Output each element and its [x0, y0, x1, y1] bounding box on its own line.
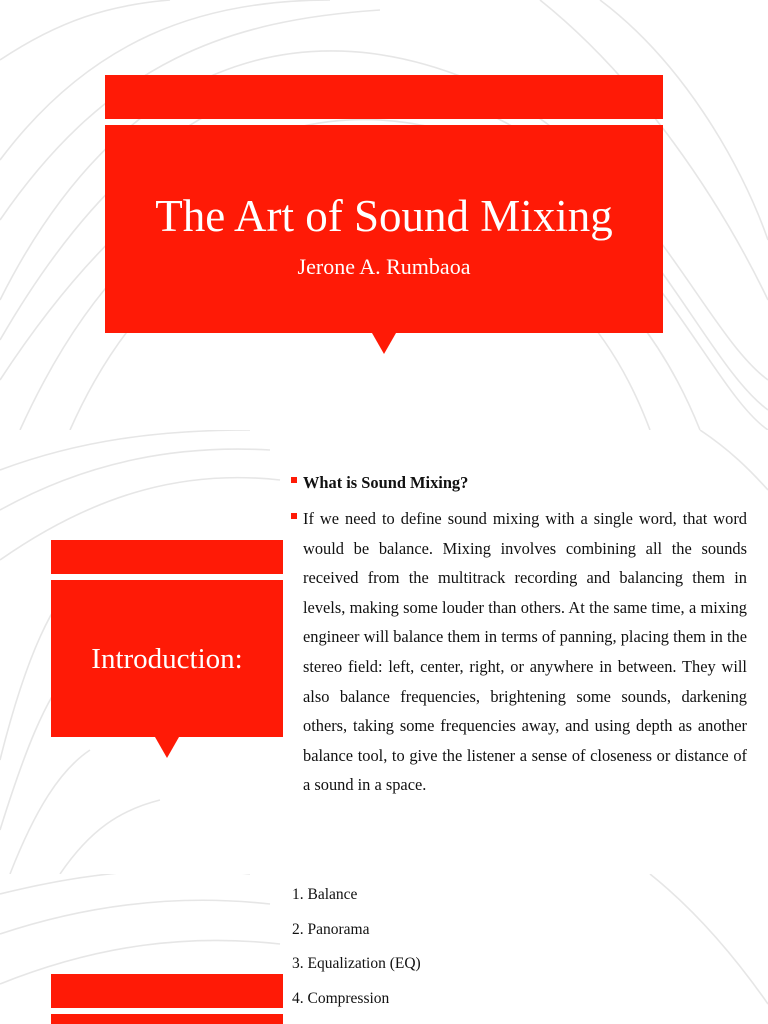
elements-slide: [0, 874, 768, 1024]
section-title-box: [51, 1014, 283, 1024]
bullet-square-icon: [291, 513, 297, 519]
list-item: 3. Equalization (EQ): [292, 955, 421, 972]
section-title: Introduction:: [91, 643, 243, 675]
bullet-text: If we need to define sound mixing with a single word, that word would be balance. Mixing involves combining all the sounds received from the multitrack recording and balancing them in levels, making some louder than others. At the same time, a mixing engineer will balance them in terms of panning, placing them in the stereo field: left, center, right, or anywhere in between. They will also balance frequencies, brightening some sounds, darkening others, taking some frequencies away, and using depth as another balance tool, to give the listener a sense of closeness or distance of a sound in a space.: [303, 509, 747, 795]
section-header-strip: [51, 974, 283, 1008]
bullet-definition: [291, 504, 747, 800]
section-header-strip: [51, 540, 283, 574]
section-box-pointer: [155, 737, 179, 758]
list-item: 2. Panorama: [292, 920, 370, 938]
bullet-square-icon: [291, 477, 297, 483]
title-header-strip: [105, 75, 663, 119]
mixing-elements-list: [292, 880, 421, 1018]
presentation-title: The Art of Sound Mixing: [155, 191, 613, 241]
bullet-question: [291, 468, 747, 498]
list-item: 4. Compression: [292, 989, 390, 1007]
presentation-author: Jerone A. Rumbaoa: [297, 254, 471, 279]
bullet-text: What is Sound Mixing?: [303, 473, 469, 492]
title-box-pointer: [372, 333, 396, 354]
introduction-slide: [0, 430, 768, 874]
list-item: 1. Balance: [292, 886, 358, 903]
title-slide: [0, 0, 768, 430]
